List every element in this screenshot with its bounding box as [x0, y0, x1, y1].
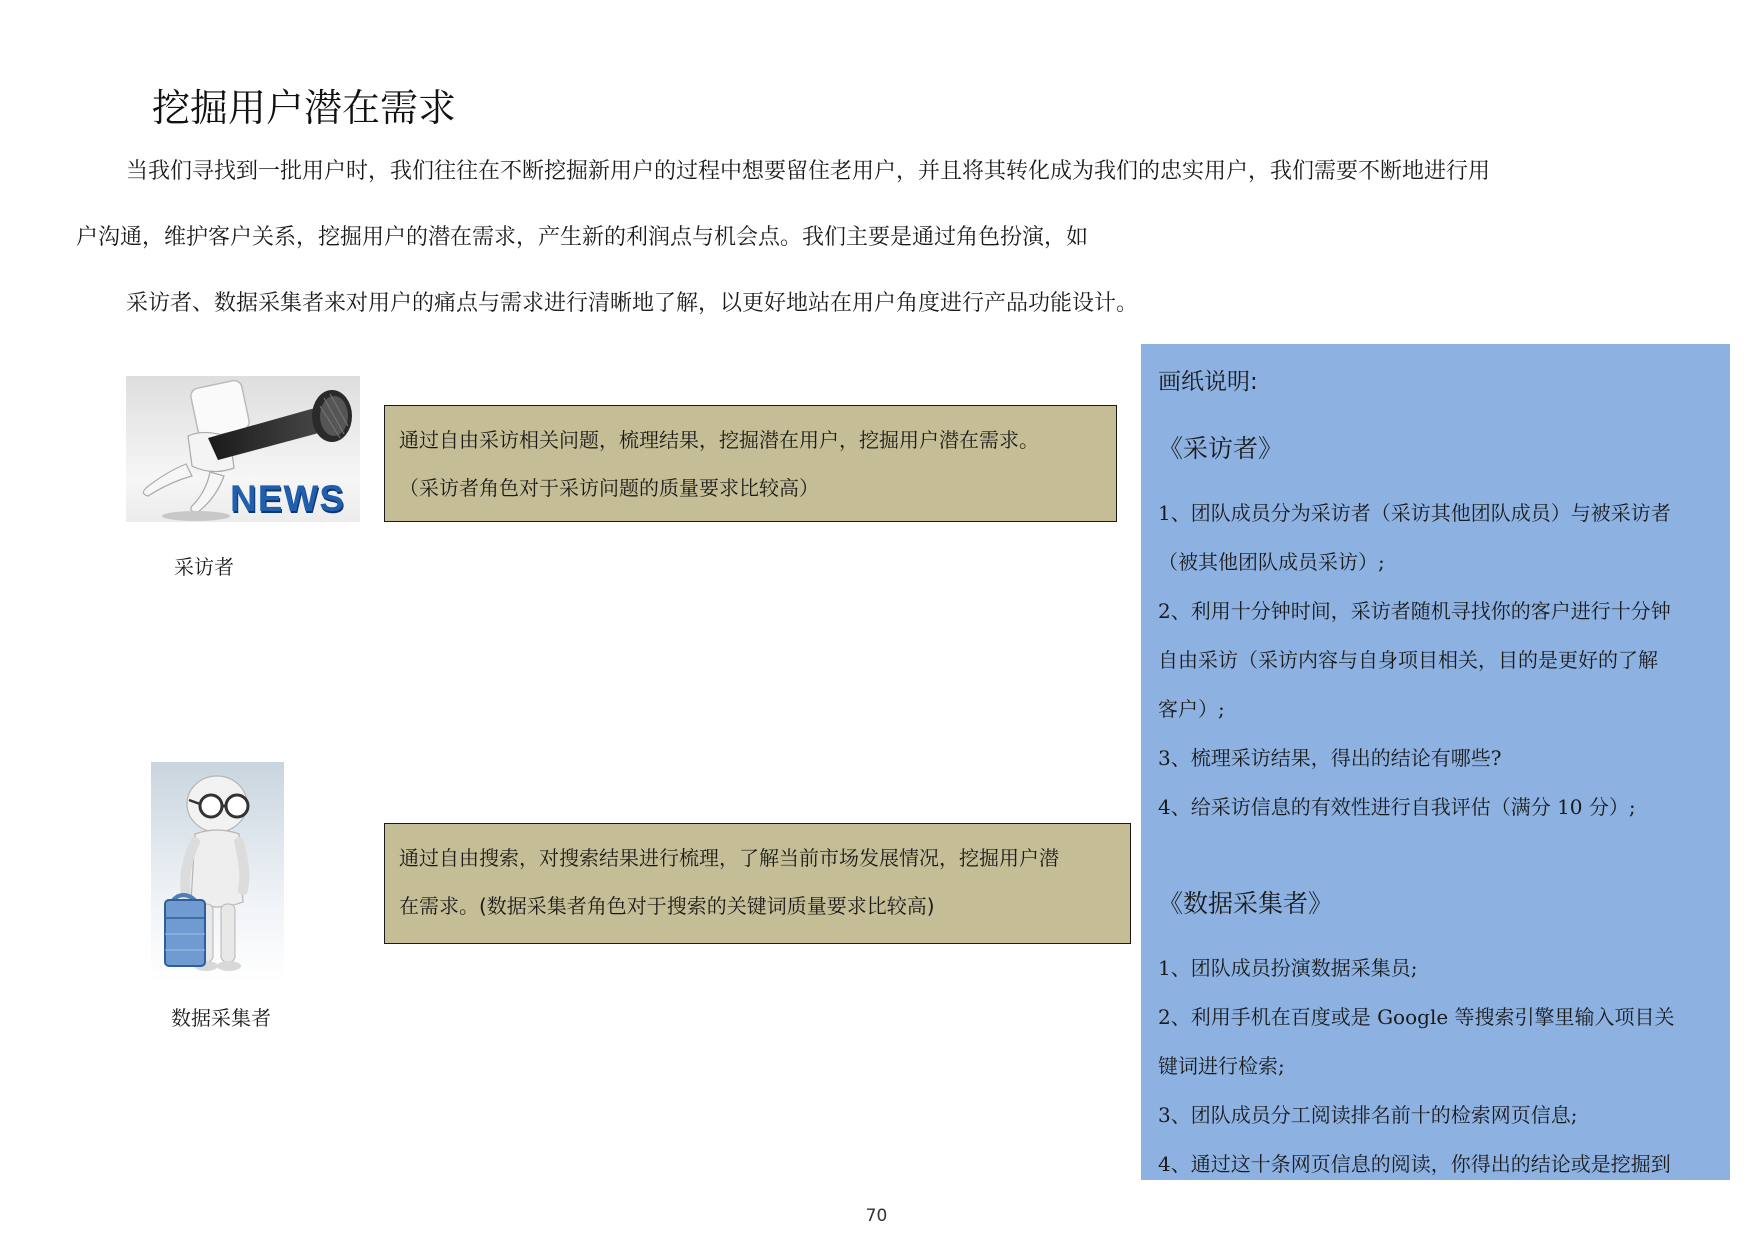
instruction-line: （被其他团队成员采访）;	[1158, 550, 1385, 574]
data-collector-caption: 数据采集者	[171, 1006, 271, 1030]
interviewer-caption: 采访者	[174, 555, 234, 579]
interviewer-description-box	[384, 405, 1117, 522]
data-collector-illustration	[151, 762, 284, 983]
data-collector-description-line: 在需求。(数据采集者角色对于搜索的关键词质量要求比较高)	[399, 894, 935, 918]
instruction-line: 3、团队成员分工阅读排名前十的检索网页信息;	[1158, 1103, 1578, 1127]
data-collector-section-heading: 《数据采集者》	[1158, 889, 1334, 918]
news-lettering: NEWS	[230, 478, 345, 519]
panel-title: 画纸说明:	[1158, 369, 1258, 395]
instruction-line: 4、给采访信息的有效性进行自我评估（满分 10 分）;	[1158, 795, 1636, 819]
person-with-briefcase-icon	[151, 762, 284, 983]
interviewer-news-illustration	[126, 376, 360, 522]
page-title: 挖掘用户潜在需求	[152, 86, 457, 130]
instruction-line: 2、利用十分钟时间，采访者随机寻找你的客户进行十分钟	[1158, 599, 1671, 623]
interviewer-description-line: （采访者角色对于采访问题的质量要求比较高）	[399, 476, 819, 500]
instruction-line: 客户）;	[1158, 697, 1225, 721]
interviewer-section-heading: 《采访者》	[1158, 434, 1284, 463]
instruction-line: 2、利用手机在百度或是 Google 等搜索引擎里输入项目关	[1158, 1005, 1675, 1029]
data-collector-description-line: 通过自由搜索，对搜索结果进行梳理，了解当前市场发展情况，挖掘用户潜	[399, 846, 1059, 870]
instruction-line: 3、梳理采访结果，得出的结论有哪些?	[1158, 746, 1502, 770]
intro-paragraph-line-2: 户沟通，维护客户关系，挖掘用户的潜在需求，产生新的利润点与机会点。我们主要是通过角色扮演，如	[76, 225, 1089, 250]
instruction-line: 键词进行检索;	[1158, 1054, 1285, 1078]
instruction-line: 4、通过这十条网页信息的阅读，你得出的结论或是挖掘到	[1158, 1152, 1671, 1176]
instruction-line: 1、团队成员扮演数据采集员;	[1158, 956, 1418, 980]
instruction-line: 1、团队成员分为采访者（采访其他团队成员）与被采访者	[1158, 501, 1671, 525]
page-number: 70	[865, 1206, 888, 1226]
instruction-line: 自由采访（采访内容与自身项目相关，目的是更好的了解	[1158, 648, 1658, 672]
interviewer-instructions	[1158, 489, 1723, 832]
instructions-panel	[1141, 344, 1730, 1180]
intro-paragraph-line-1: 当我们寻找到一批用户时，我们往往在不断挖掘新用户的过程中想要留住老用户，并且将其转化成为我们的忠实用户，我们需要不断地进行用	[126, 159, 1491, 184]
data-collector-instructions	[1158, 944, 1723, 1180]
intro-paragraph-line-3: 采访者、数据采集者来对用户的痛点与需求进行清晰地了解，以更好地站在用户角度进行产品功能设计。	[126, 291, 1139, 316]
interviewer-description-line: 通过自由采访相关问题，梳理结果，挖掘潜在用户，挖掘用户潜在需求。	[399, 428, 1039, 452]
data-collector-description-box	[384, 823, 1131, 944]
